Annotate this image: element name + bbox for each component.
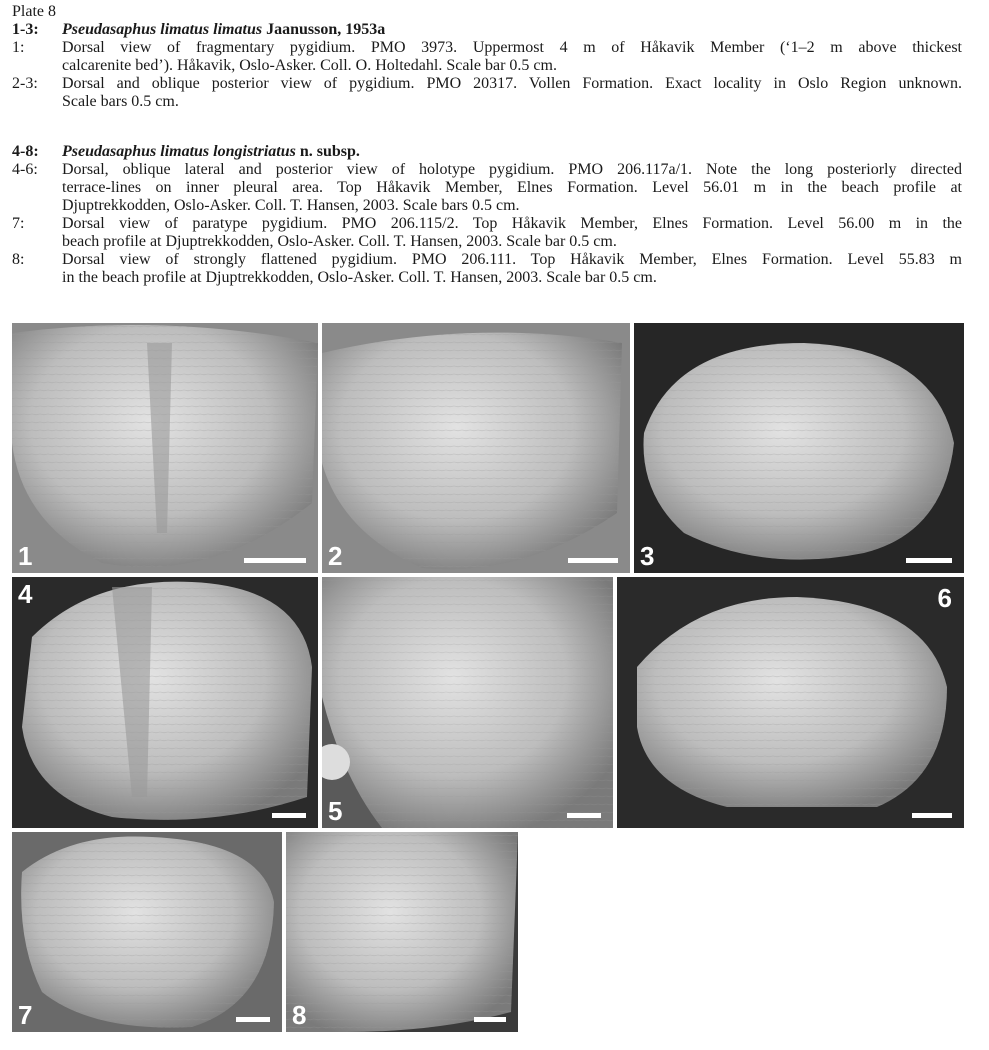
figure-label: 8: [292, 1000, 307, 1030]
figure-panel-5: [322, 577, 613, 828]
entry-text: [62, 39, 962, 75]
entry-text: [62, 75, 962, 111]
figure-panel-4: [12, 577, 318, 828]
entry-number: 7:: [12, 215, 25, 232]
entry-number: 8:: [12, 251, 25, 268]
entry-line: Dorsal, oblique lateral and posterior view of holotype pygidium. PMO 206.117a/1. Note the long posteriorly directed: [62, 161, 962, 178]
scale-bar: [567, 813, 601, 818]
scale-bar: [272, 813, 306, 818]
entry-line: calcarenite bed’). Håkavik, Oslo-Asker. Coll. O. Holtedahl. Scale bar 0.5 cm.: [62, 57, 557, 74]
taxon-name: Pseudasaphus limatus longistriatus: [62, 143, 296, 160]
entry-text: [62, 251, 962, 287]
entry-number: 2-3:: [12, 75, 38, 92]
entry-line: Scale bars 0.5 cm.: [62, 93, 179, 110]
scale-bar: [912, 813, 952, 818]
figure-panel-1: [12, 323, 318, 573]
figure-label: 1: [18, 541, 33, 571]
entry-number: 4-6:: [12, 161, 38, 178]
scale-bar: [906, 558, 952, 563]
entry-line: terrace-lines on inner pleural area. Top Håkavik Member, Elnes Formation. Level 56.01 m in the beach profile at: [62, 179, 962, 196]
entry-line: Dorsal and oblique posterior view of pygidium. PMO 20317. Vollen Formation. Exact locality in Oslo Region unknown.: [62, 75, 962, 92]
figure-panel-2: [322, 323, 630, 573]
entry-line: Dorsal view of fragmentary pygidium. PMO 3973. Uppermost 4 m of Håkavik Member (‘1–2 m above thickest: [62, 39, 962, 56]
entry-line: Dorsal view of paratype pygidium. PMO 206.115/2. Top Håkavik Member, Elnes Formation. Level 56.00 m in the: [62, 215, 962, 232]
entry-line: Djuptrekkodden, Oslo-Asker. Coll. T. Hansen, 2003. Scale bars 0.5 cm.: [62, 197, 520, 214]
taxon-name: Pseudasaphus limatus limatus: [62, 21, 263, 38]
plate-title: Plate 8: [12, 3, 56, 20]
scale-bar: [568, 558, 618, 563]
figure-panel-3: [634, 323, 964, 573]
figure-label: 2: [328, 541, 343, 571]
scale-bar: [236, 1017, 270, 1022]
entry-text: [62, 215, 962, 251]
section-range: 1-3:: [12, 21, 39, 38]
figure-label: 5: [328, 796, 343, 826]
section-heading: [62, 143, 360, 161]
figure-label: 6: [937, 583, 952, 613]
section-range: 4-8:: [12, 143, 39, 160]
figure-label: 4: [18, 579, 33, 609]
scale-bar: [244, 558, 306, 563]
scale-bar: [474, 1017, 506, 1022]
entry-number: 1:: [12, 39, 25, 56]
entry-line: beach profile at Djuptrekkodden, Oslo-Asker. Coll. T. Hansen, 2003. Scale bar 0.5 cm.: [62, 233, 617, 250]
figure-panel-7: [12, 832, 282, 1032]
taxon-author: Jaanusson, 1953a: [262, 21, 386, 38]
section-heading: [62, 21, 385, 39]
figure-panel-6: [617, 577, 964, 828]
figure-label: 7: [18, 1000, 33, 1030]
entry-text: [62, 161, 962, 215]
entry-line: in the beach profile at Djuptrekkodden, Oslo-Asker. Coll. T. Hansen, 2003. Scale bar 0.5 cm.: [62, 269, 657, 286]
figure-panel-8: [286, 832, 518, 1032]
figure-label: 3: [640, 541, 655, 571]
entry-line: Dorsal view of strongly flattened pygidium. PMO 206.111. Top Håkavik Member, Elnes Formation. Level 55.83 m: [62, 251, 962, 268]
taxon-author: n. subsp.: [295, 143, 360, 160]
